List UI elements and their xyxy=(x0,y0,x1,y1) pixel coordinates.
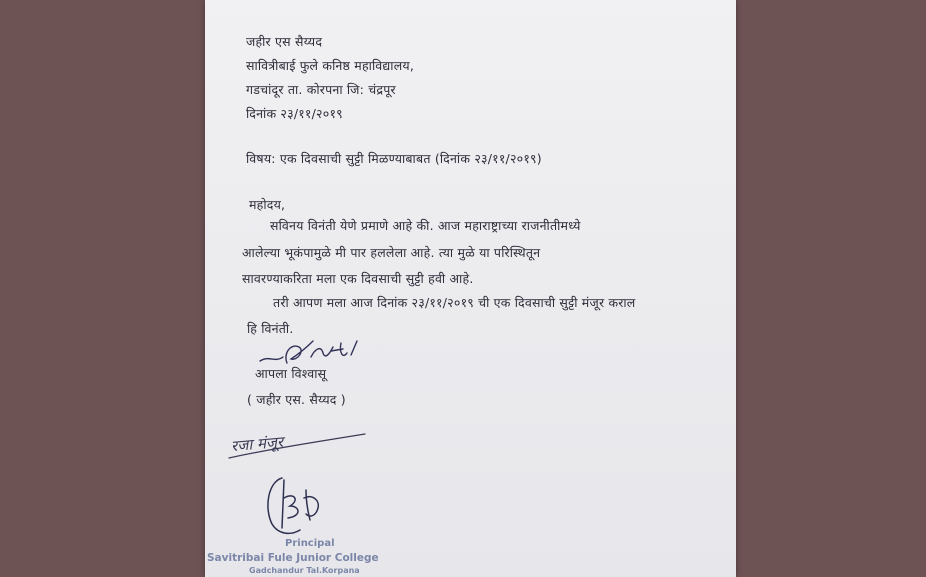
stamp-college: Savitribai Fule Junior College xyxy=(207,552,379,564)
salutation: महोदय, xyxy=(249,197,286,212)
body-line-4: तरी आपण मला आज दिनांक २३/११/२०१९ ची एक दिवसाची सुट्टी मंजूर कराल xyxy=(273,295,636,310)
college-name: सावित्रीबाई फुले कनिष्ठ महाविद्यालय, xyxy=(246,58,415,73)
address-line: गडचांदूर ता. कोरपना जि: चंद्रपूर xyxy=(246,82,396,97)
subject-line: विषय: एक दिवसाची सुट्टी मिळण्याबाबत (दिनांक २३/११/२०१९) xyxy=(246,151,542,166)
approval-underline xyxy=(225,428,375,468)
stamp-title: Principal xyxy=(285,538,335,549)
body-line-2: आलेल्या भूकंपामुळे मी पार हललेला आहे. त्या मुळे या परिस्थितून xyxy=(242,245,541,260)
stamp-place: Gadchandur Tal.Korpana xyxy=(249,566,360,575)
body-line-1: सविनय विनंती येणे प्रमाणे आहे की. आज महाराष्ट्राच्या राजनीतीमध्ये xyxy=(270,218,581,233)
letter-date: दिनांक २३/११/२०१९ xyxy=(246,106,343,121)
closing: आपला विश्वासू xyxy=(255,366,327,381)
body-line-5: हि विनंती. xyxy=(247,321,294,336)
approval-note: रजा मंजूर xyxy=(230,432,284,456)
signatory-name: ( जहीर एस. सैय्यद ) xyxy=(247,392,346,407)
sender-name: जहीर एस सैय्यद xyxy=(246,34,323,49)
principal-signature xyxy=(260,468,330,540)
letter-paper xyxy=(205,0,736,577)
body-line-3: सावरण्याकरिता मला एक दिवसाची सुट्टी हवी आहे. xyxy=(242,271,474,286)
